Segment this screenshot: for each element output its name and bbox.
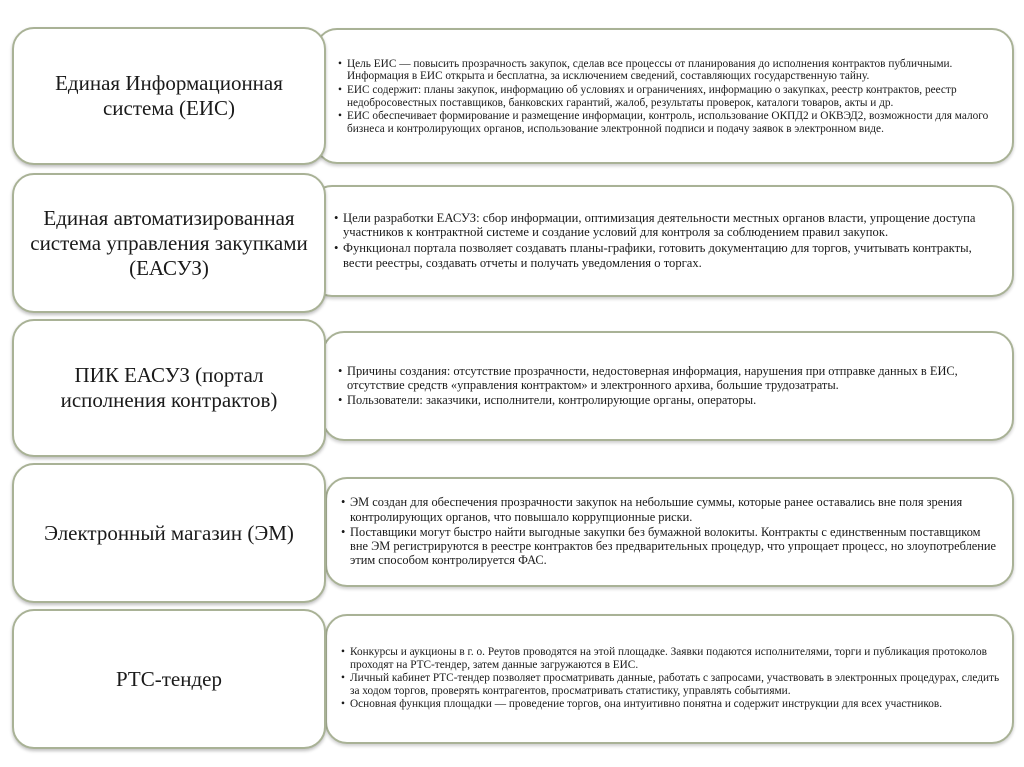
rts-tender-bullet-list — [341, 646, 1002, 712]
list-item: • ЭМ создан для обеспечения прозрачности закупок на небольшие суммы, которые ранее оставались вне поля зрения контролирующих органов, что повышало коррупционные риски. — [341, 495, 998, 523]
easuz-title-box — [12, 173, 326, 313]
pik-easuz-title: ПИК ЕАСУЗ (портал исполнения контрактов) — [60, 363, 278, 412]
em-description-box — [325, 477, 1014, 587]
rts-tender-title: РТС-тендер — [115, 666, 222, 691]
easuz-bullet-list — [334, 211, 998, 271]
eis-title: Единая Информационная система (ЕИС) — [55, 71, 283, 120]
em-title-box — [12, 463, 326, 603]
rts-tender-description-box — [325, 614, 1014, 744]
list-item: • Цели разработки ЕАСУЗ: сбор информации, оптимизация деятельности местных органов власти, упрощение доступа участников к контрактной системе и создание условий для контроля за соблюдением правил закупок. — [334, 211, 998, 240]
eis-title-box — [12, 27, 326, 165]
pik-easuz-title-box — [12, 319, 326, 457]
list-item: • Пользователи: заказчики, исполнители, контролирующие органы, операторы. — [338, 393, 998, 407]
list-item: • Поставщики могут быстро найти выгодные закупки без бумажной волокиты. Контракты с единственным поставщиком вне ЭМ регистрируются в реестре контрактов без предварительных процедур, что упрощает процесс, но злоупотребление этим способом контролируется ФАС. — [341, 525, 998, 568]
easuz-description-box — [310, 185, 1014, 297]
list-item: • Причины создания: отсутствие прозрачности, недостоверная информация, нарушения при отправке данных в ЕИС, отсутствие средств «управления контрактом» и электронного архива, большие трудозатраты. — [338, 364, 998, 392]
pik-easuz-description-box — [322, 331, 1014, 441]
list-item: • Цель ЕИС — повысить прозрачность закупок, сделав все процессы от планирования до исполнения контрактов публичными. Информация в ЕИС открыта и бесплатна, за исключением сведений, составляющих государственную тайну. — [338, 58, 1000, 83]
eis-description-box — [315, 28, 1014, 164]
list-item: • ЕИС обеспечивает формирование и размещение информации, контроль, использование ОКПД2 и ОКВЭД2, возможности для малого бизнеса и контролирующих органов, использование электронной подписи и подачу заявок в электронном виде. — [338, 110, 1000, 135]
easuz-title: Единая автоматизированная система управления закупками (ЕАСУЗ) — [30, 205, 308, 280]
rts-tender-title-box — [12, 609, 326, 749]
list-item: • Личный кабинет РТС-тендер позволяет просматривать данные, работать с запросами, участвовать в электронных процедурах, следить за ходом торгов, проверять контрагентов, просматривать статистику, управлять событиями. — [341, 672, 1002, 697]
em-title: Электронный магазин (ЭМ) — [44, 520, 294, 545]
list-item: • Функционал портала позволяет создавать планы-графики, готовить документацию для торгов, учитывать контракты, вести реестры, создавать отчеты и получать уведомления о торгах. — [334, 241, 998, 270]
list-item: • ЕИС содержит: планы закупок, информацию об условиях и ограничениях, информацию о закупках, реестр контрактов, реестр недобросовестных поставщиков, банковских гарантий, жалоб, результаты проверок, каталоги товаров, акты и др. — [338, 84, 1000, 109]
em-bullet-list — [341, 495, 998, 568]
pik-easuz-bullet-list — [338, 364, 998, 409]
eis-bullet-list — [338, 58, 1000, 137]
list-item: • Конкурсы и аукционы в г. о. Реутов проводятся на этой площадке. Заявки подаются исполнителями, торги и публикация протоколов проходят на РТС-тендер, затем данные загружаются в ЕИС. — [341, 646, 1002, 671]
list-item: • Основная функция площадки — проведение торгов, она интуитивно понятна и содержит инструкции для всех участников. — [341, 698, 1002, 711]
